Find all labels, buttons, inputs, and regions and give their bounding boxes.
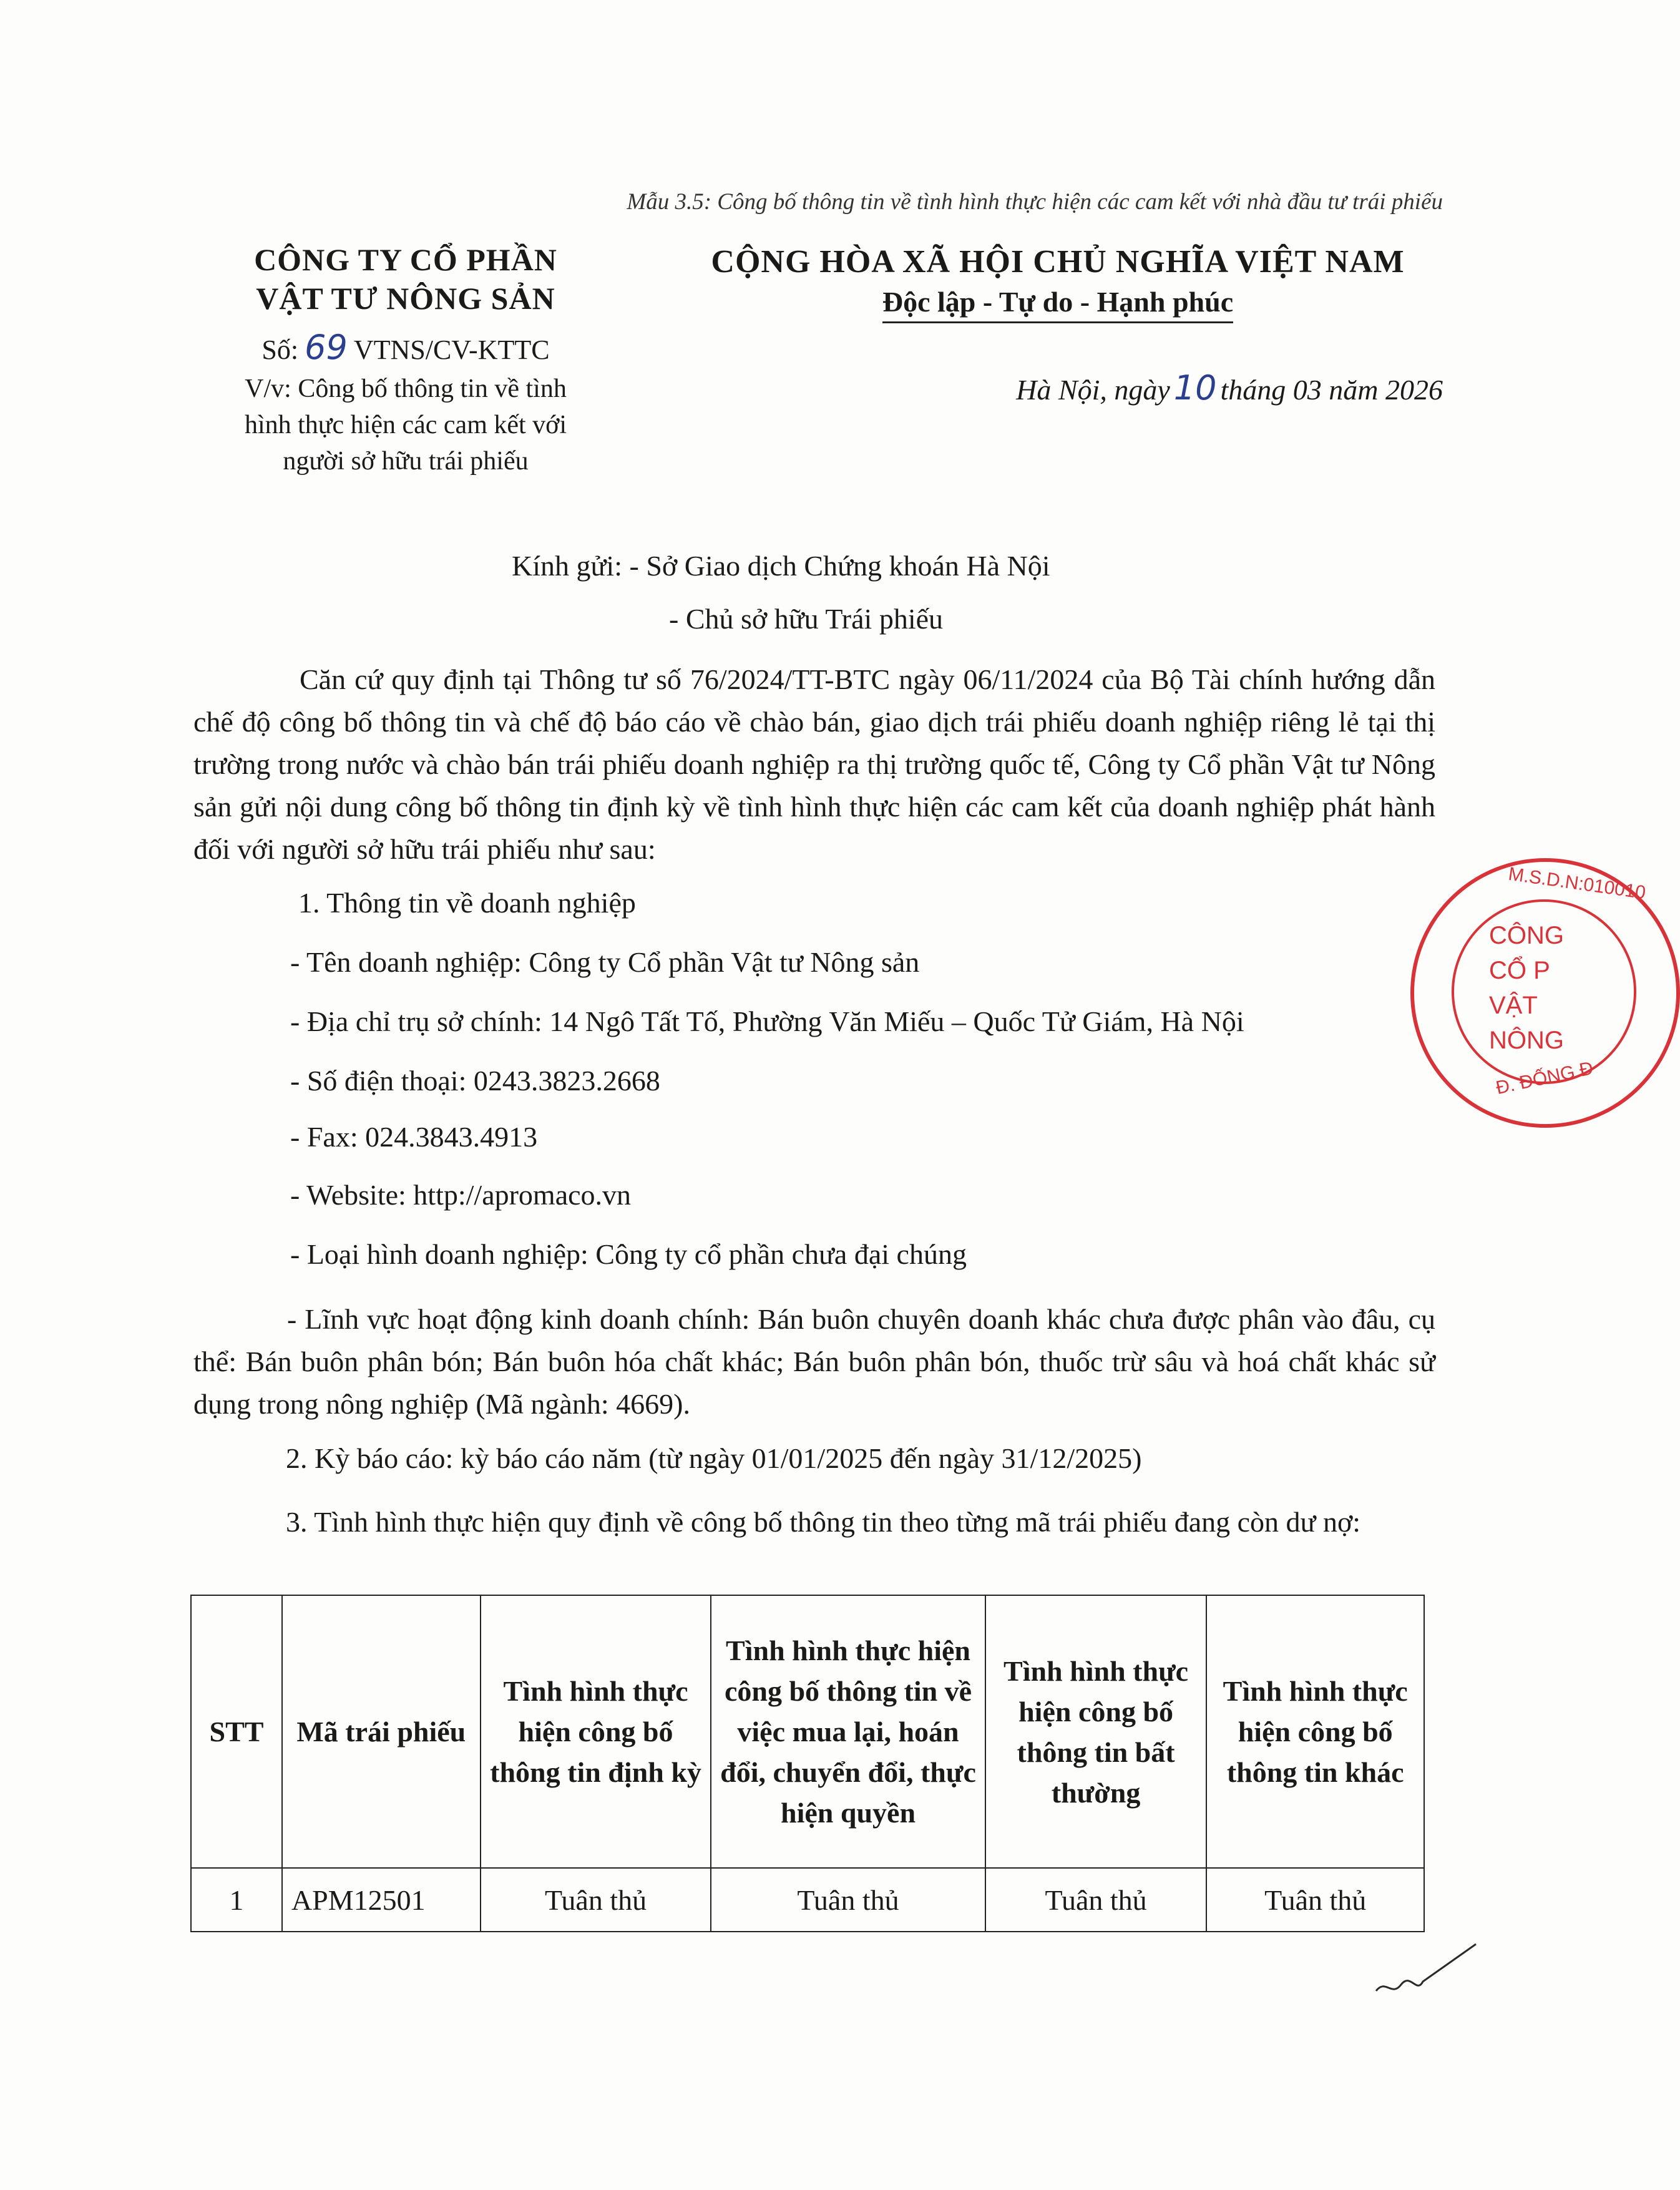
table-header-row (191, 1595, 1424, 1868)
doc-number-handwritten: 69 (305, 328, 348, 367)
national-motto (882, 285, 1233, 318)
col-header-extraordinary: Tình hình thực hiện công bố thông tin bất thường (985, 1595, 1207, 1868)
doc-number-prefix: Số: (261, 335, 299, 365)
subject-line (181, 371, 630, 479)
national-header (662, 243, 1454, 318)
col-header-buyback: Tình hình thực hiện công bố thông tin về việc mua lại, hoán đổi, chuyển đổi, thực hiện quyền (711, 1595, 985, 1868)
company-business: - Lĩnh vực hoạt động kinh doanh chính: Bán buôn chuyên doanh khác chưa được phân vào đâu, cụ thể: Bán buôn phân bón; Bán buôn hóa chất khác; Bán buôn phân bón, thuốc trừ sâu và hoá chất khác sử dụng trong nông nghiệp (Mã ngành: 4669). (193, 1303, 1435, 1420)
dateline-before: Hà Nội, ngày (1016, 374, 1170, 406)
section3-title: 3. Tình hình thực hiện quy định về công bố thông tin theo từng mã trái phiếu đang còn dư nợ: (286, 1506, 1361, 1538)
recipients-block (512, 549, 1050, 582)
col-header-other: Tình hình thực hiện công bố thông tin khác (1206, 1595, 1424, 1868)
section2-period: 2. Kỳ báo cáo: kỳ báo cáo năm (từ ngày 01/01/2025 đến ngày 31/12/2025) (286, 1442, 1142, 1474)
cell-bond-code: APM12501 (282, 1868, 481, 1932)
seal-line-2: CỔ P (1489, 957, 1550, 984)
seal-line-1: CÔNG (1489, 922, 1564, 949)
dateline-after: tháng 03 năm 2026 (1220, 374, 1443, 406)
org-name-line2: VẬT TƯ NÔNG SẢN (256, 281, 555, 316)
document-number (181, 328, 630, 367)
initials-signature (1373, 1941, 1479, 2003)
seal-line-3: VẬT (1489, 992, 1538, 1019)
intro-paragraph: Căn cứ quy định tại Thông tư số 76/2024/TT-BTC ngày 06/11/2024 của Bộ Tài chính hướng dẫn chế độ công bố thông tin và chế độ báo cáo về chào bán, giao dịch trái phiếu doanh nghiệp riêng lẻ tại thị trường trong nước và chào bán trái phiếu doanh nghiệp ra thị trường quốc tế, Công ty Cổ phần Vật tư Nông sản gửi nội dung công bố thông tin định kỳ về tình hình thực hiện các cam kết của doanh nghiệp phát hành đối với người sở hữu trái phiếu như sau: (193, 663, 1435, 865)
table-row (191, 1868, 1424, 1932)
seal-line-4: NÔNG (1489, 1027, 1564, 1054)
seal-rim-top: M.S.D.N:010010 (1507, 863, 1648, 904)
company-type: - Loại hình doanh nghiệp: Công ty cổ phần chưa đại chúng (290, 1238, 967, 1270)
motto-underline (882, 321, 1233, 323)
company-address: - Địa chỉ trụ sở chính: 14 Ngô Tất Tố, Phường Văn Miếu – Quốc Tử Giám, Hà Nội (290, 1005, 1244, 1037)
seal-rim-bottom: Đ. ĐỐNG Đ (1494, 1057, 1595, 1099)
cell-periodic: Tuân thủ (481, 1868, 711, 1932)
dateline (1016, 368, 1443, 408)
form-note: Mẫu 3.5: Công bố thông tin về tình hình thực hiện các cam kết với nhà đầu tư trái phiếu (627, 189, 1443, 215)
bond-disclosure-table (190, 1595, 1425, 1932)
dateline-day-handwritten: 10 (1173, 368, 1217, 408)
recipients-label: Kính gửi: (512, 550, 622, 582)
cell-buyback: Tuân thủ (711, 1868, 985, 1932)
col-header-stt: STT (191, 1595, 282, 1868)
recipient-2: - Chủ sở hữu Trái phiếu (669, 603, 944, 635)
recipient-1: - Sở Giao dịch Chứng khoán Hà Nội (629, 550, 1050, 582)
company-phone: - Số điện thoại: 0243.3823.2668 (290, 1065, 660, 1097)
issuer-header (181, 240, 630, 479)
subject-line-1: V/v: Công bố thông tin về tình (245, 374, 567, 403)
company-website: - Website: http://apromaco.vn (290, 1179, 632, 1211)
cell-stt: 1 (191, 1868, 282, 1932)
cell-other: Tuân thủ (1206, 1868, 1424, 1932)
subject-line-2: hình thực hiện các cam kết với (244, 411, 567, 439)
org-name-line1: CÔNG TY CỔ PHẦN (254, 242, 557, 277)
col-header-bond-code: Mã trái phiếu (282, 1595, 481, 1868)
company-name: - Tên doanh nghiệp: Công ty Cổ phần Vật tư Nông sản (290, 946, 920, 978)
doc-number-code: VTNS/CV-KTTC (353, 335, 550, 365)
col-header-periodic: Tình hình thực hiện công bố thông tin định kỳ (481, 1595, 711, 1868)
subject-line-3: người sở hữu trái phiếu (283, 447, 529, 476)
seal-center-text (1489, 918, 1564, 1058)
section1-title: 1. Thông tin về doanh nghiệp (298, 887, 636, 919)
nation-title: CỘNG HÒA XÃ HỘI CHỦ NGHĨA VIỆT NAM (711, 244, 1405, 280)
company-seal (1410, 858, 1680, 1128)
cell-extraordinary: Tuân thủ (985, 1868, 1207, 1932)
motto-text: Độc lập - Tự do - Hạnh phúc (882, 286, 1234, 318)
company-fax: - Fax: 024.3843.4913 (290, 1121, 538, 1153)
